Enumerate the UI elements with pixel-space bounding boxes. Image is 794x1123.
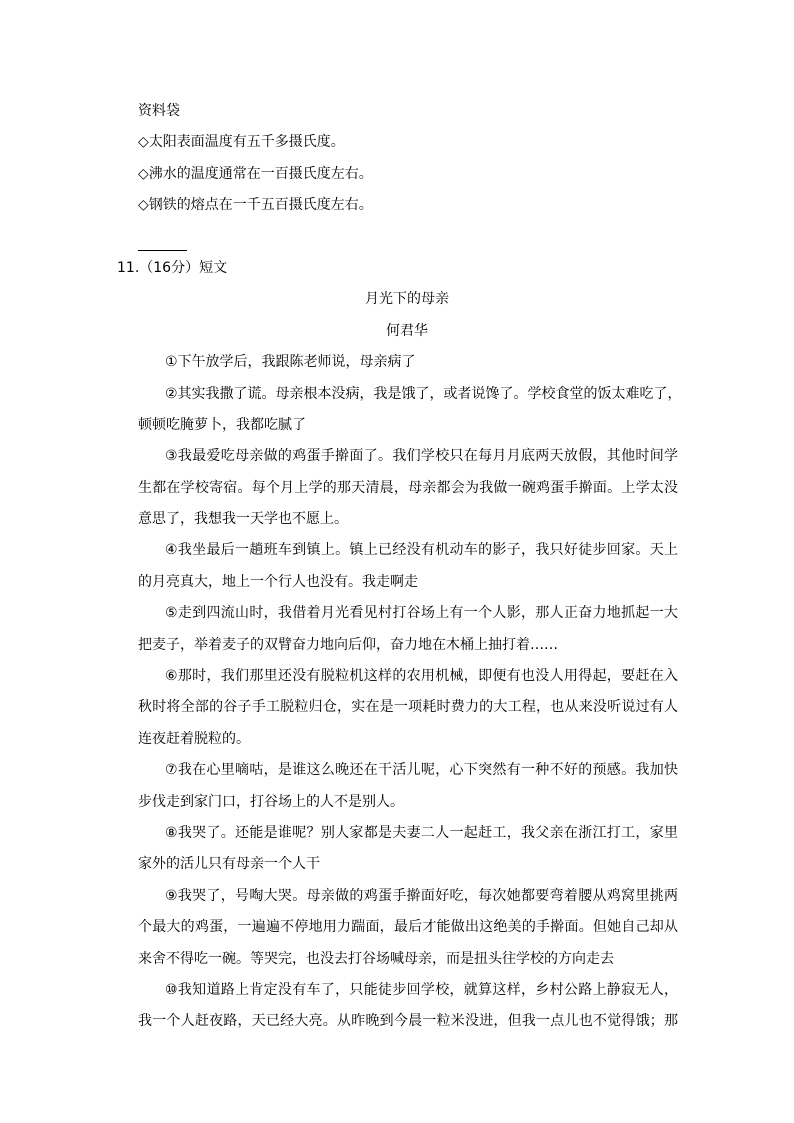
paragraph <box>0 755 794 818</box>
paragraph <box>0 379 794 442</box>
paragraph-line: 秋时将全部的谷子手工脱粒归仓，实在是一项耗时费力的大工程，也从来没听说过有人 <box>138 699 678 716</box>
question-label: 11.（16分）短文 <box>117 259 228 276</box>
paragraph-line: 家外的活儿只有母亲一个人干 <box>138 856 320 873</box>
paragraph-line: ⑤走到四流山时，我借着月光看见村打谷场上有一个人影，那人正奋力地抓起一大 <box>165 605 678 622</box>
document-page <box>0 96 794 1038</box>
paragraph-line: ⑥那时，我们那里还没有脱粒机这样的农用机械，即便有也没人用得起，要赶在入 <box>165 668 678 685</box>
paragraph <box>0 661 794 755</box>
paragraph <box>0 535 794 598</box>
paragraph-line: 的月亮真大，地上一个行人也没有。我走啊走 <box>138 573 418 590</box>
paragraph <box>0 818 794 881</box>
paragraph-line: ⑧我哭了。还能是谁呢？别人家都是夫妻二人一起赶工，我父亲在浙江打工，家里 <box>165 824 678 841</box>
paragraph-line: 来舍不得吃一碗。等哭完，也没去打谷场喊母亲，而是扭头往学校的方向走去 <box>138 950 614 967</box>
paragraph-line: ③我最爱吃母亲做的鸡蛋手擀面了。我们学校只在每月月底两天放假，其他时间学 <box>165 448 678 465</box>
paragraph-line: 个最大的鸡蛋，一遍遍不停地用力踹面，最后才能做出这绝美的手擀面。但她自己却从 <box>138 919 678 936</box>
paragraph-line: ⑦我在心里嘀咕，是谁这么晚还在干活儿呢，心下突然有一种不好的预感。我加快 <box>165 762 678 779</box>
paragraph-line: ①下午放学后，我跟陈老师说，母亲病了 <box>165 354 416 371</box>
paragraph-line: ④我坐最后一趟班车到镇上。镇上已经没有机动车的影子，我只好徒步回家。天上 <box>165 542 678 559</box>
paragraph-line: ⑩我知道路上肯定没有车了，只能徒步回学校，就算这样，乡村公路上静寂无人， <box>165 981 678 998</box>
paragraph-line: 我一个人赶夜路，天已经大亮。从昨晚到今晨一粒米没进，但我一点儿也不觉得饿；那 <box>138 1013 678 1030</box>
article-body <box>0 347 794 1038</box>
resource-item: ◇沸水的温度通常在一百摄氏度左右。 <box>138 165 373 182</box>
paragraph <box>0 347 794 378</box>
resource-box-title: 资料袋 <box>138 103 180 119</box>
paragraph <box>0 598 794 661</box>
paragraph-line: 连夜赶着脱粒的。 <box>138 730 250 747</box>
paragraph <box>0 975 794 1038</box>
paragraph <box>0 881 794 975</box>
paragraph-line: 意思了，我想我一天学也不愿上。 <box>138 511 348 528</box>
resource-item: ◇钢铁的熔点在一千五百摄氏度左右。 <box>138 197 373 214</box>
answer-blank[interactable] <box>138 250 187 251</box>
paragraph-line: 把麦子，举着麦子的双臂奋力地向后仰，奋力地在木桶上抽打着…… <box>138 636 558 653</box>
paragraph <box>0 441 794 535</box>
answer-blank-line <box>0 222 794 253</box>
paragraph-line: ②其实我撒了谎。母亲根本没病，我是饿了，或者说馋了。学校食堂的饭太难吃了， <box>165 385 682 402</box>
paragraph-line: 顿顿吃腌萝卜，我都吃腻了 <box>138 416 306 433</box>
paragraph-line: 生都在学校寄宿。每个月上学的那天清晨，母亲都会为我做一碗鸡蛋手擀面。上学太没 <box>138 479 678 496</box>
paragraph-line: ⑨我哭了，号啕大哭。母亲做的鸡蛋手擀面好吃，每次她都要弯着腰从鸡窝里挑两 <box>165 887 678 904</box>
article-title: 月光下的母亲 <box>365 291 449 308</box>
resource-item: ◇太阳表面温度有五千多摄氏度。 <box>138 134 345 151</box>
paragraph-line: 步伐走到家门口，打谷场上的人不是别人。 <box>138 793 404 810</box>
article-author: 何君华 <box>386 322 428 339</box>
